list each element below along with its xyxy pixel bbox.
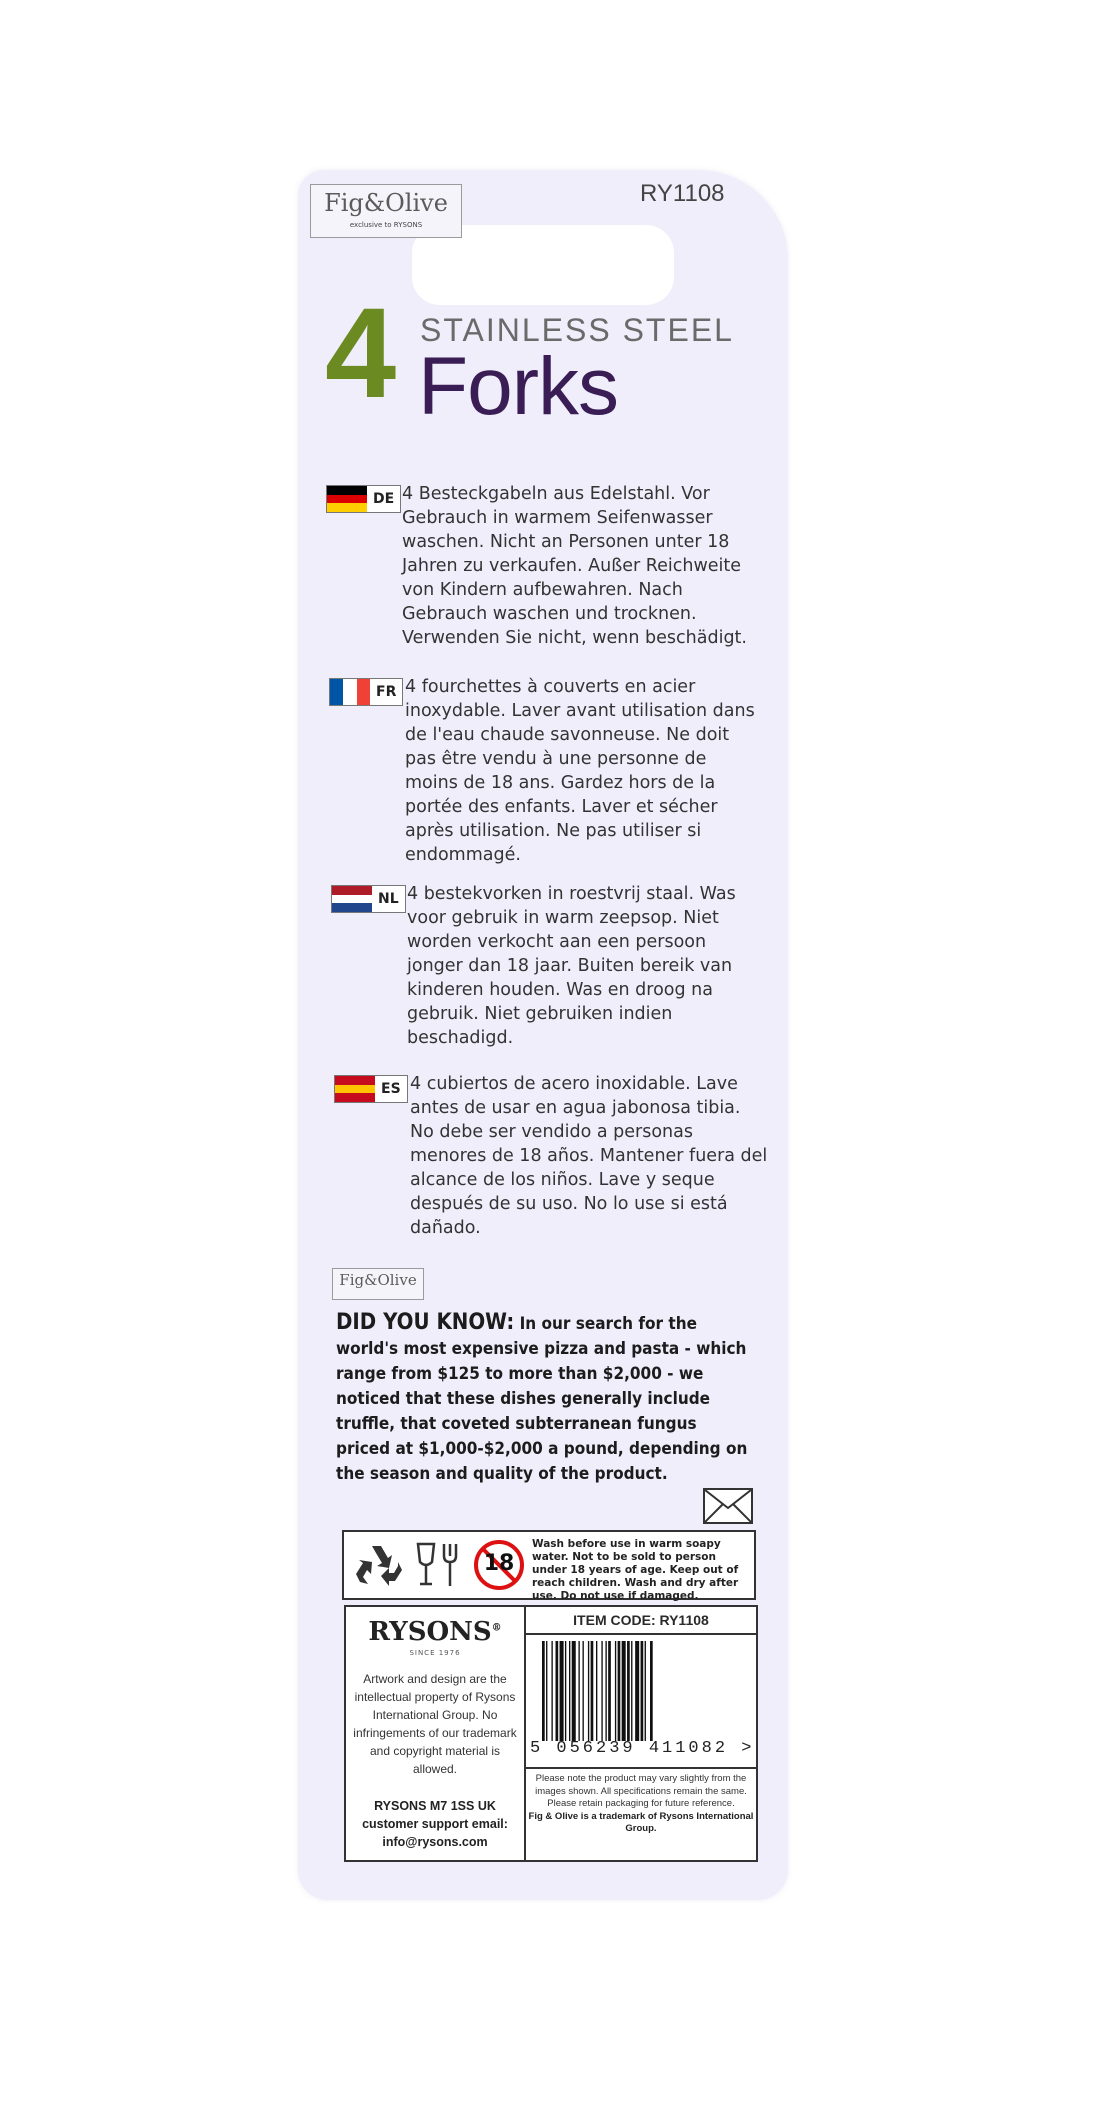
language-text: 4 fourchettes à couverts en acier inoxydable. Laver avant utilisation dans de l'eau chaude savonneuse. Ne doit pas être vendu à une personne de moins de 18 ans. Gardez hors de la portée des enfants. Laver et sécher après utilisation. Ne pas utiliser si endommagé. (405, 677, 755, 865)
language-code: FR (370, 678, 403, 706)
flag-icon-nl (331, 885, 373, 913)
barcode-bar-21 (635, 1641, 639, 1741)
barcode-bar-12 (596, 1641, 597, 1741)
packaging-notes: Please note the product may vary slightly from the images shown. All specifications remain the same. Please retain packaging for future reference. Fig & Olive is a trademark of Rysons International Group. (526, 1767, 756, 1836)
product-code: RY1108 (640, 180, 725, 207)
barcode-bar-22 (641, 1641, 644, 1741)
product-name: Forks (418, 341, 618, 432)
brand-logo: Fig&Olive exclusive to RYSONS (310, 184, 462, 238)
barcode-number: 5 056239 411082 > (530, 1739, 755, 1758)
flag-icon-fr (329, 678, 371, 706)
item-code: ITEM CODE: RY1108 (526, 1607, 756, 1635)
barcode-bar-18 (622, 1641, 626, 1741)
barcode-bar-17 (618, 1641, 621, 1741)
barcode-bar-23 (645, 1641, 646, 1741)
barcode-bar-16 (615, 1641, 616, 1741)
language-text: 4 Besteckgabeln aus Edelstahl. Vor Gebrauch in warmem Seifenwasser waschen. Nicht an Personen unter 18 Jahren zu verkaufen. Außer Reichweite von Kindern aufbewahren. Nach Gebrauch waschen und trocknen. Verwenden Sie nicht, wenn beschädigt. (402, 484, 747, 648)
food-safe-icon (414, 1540, 466, 1590)
barcode-bar-13 (601, 1641, 602, 1741)
barcode-bar-2 (551, 1641, 552, 1741)
language-code: DE (367, 485, 401, 513)
barcode-bar-14 (605, 1641, 606, 1741)
brand-logo-small: Fig&Olive (332, 1268, 424, 1300)
barcode-bar-7 (572, 1641, 576, 1741)
count-number: 4 (325, 282, 397, 425)
language-code: NL (372, 885, 406, 913)
barcode-bar-24 (650, 1641, 653, 1741)
ip-notice: Artwork and design are the intellectual property of Rysons International Group. No infringements of our trademark and copyright material is allowed. (353, 1672, 517, 1776)
flag-icon-es (334, 1075, 376, 1103)
company-address: RYSONS M7 1SS UK customer support email: info@rysons.com (362, 1799, 508, 1849)
barcode-bar-10 (588, 1641, 589, 1741)
envelope-icon (703, 1488, 753, 1524)
barcode-bar-8 (578, 1641, 579, 1741)
barcode-bar-4 (560, 1641, 564, 1741)
language-text: 4 bestekvorken in roestvrij staal. Was voor gebruik in warm zeepsop. Niet worden verkocht aan een persoon jonger dan 18 jaar. Buiten bereik van kinderen houden. Was en droog na gebruik. Niet gebruiken indien beschadigd. (407, 884, 736, 1048)
language-code: ES (375, 1075, 408, 1103)
age-restriction-icon: 18 (472, 1538, 526, 1592)
barcode-bar-9 (583, 1641, 584, 1741)
barcode-bar-6 (569, 1641, 570, 1741)
barcode-bar-1 (546, 1641, 547, 1741)
info-box (344, 1605, 758, 1862)
barcode-bar-15 (608, 1641, 611, 1741)
barcode-bar-5 (565, 1641, 566, 1741)
material-label: STAINLESS STEEL (420, 312, 734, 348)
did-you-know-heading: DID YOU KNOW: (336, 1310, 515, 1335)
barcode-bar-19 (627, 1641, 630, 1741)
did-you-know-text: In our search for the world's most expensive pizza and pasta - which range from $125 to more than $2,000 - we noticed that these dishes generally include truffle, that coveted subterranean fungus priced at $1,000-$2,000 a pound, depending on the season and quality of the product. (336, 1314, 748, 1484)
language-text: 4 cubiertos de acero inoxidable. Lave antes de usar en agua jabonosa tibia. No debe ser vendido a personas menores de 18 años. Mantener fuera del alcance de los niños. Lave y seque después de su uso. No lo use si está dañado. (410, 1074, 768, 1238)
barcode-bar-3 (556, 1641, 559, 1741)
warning-text: Wash before use in warm soapy water. Not to be sold to person under 18 years of age. Keep out of reach children. Wash and dry after use. Do not use if damaged. (532, 1538, 739, 1602)
symbols-panel (342, 1530, 756, 1600)
company-logo: RYSONS® (368, 1617, 502, 1647)
since-label: SINCE 1976 (409, 1649, 461, 1657)
barcode-bar-0 (542, 1641, 545, 1741)
company-column (346, 1607, 526, 1860)
barcode-bar-11 (591, 1641, 594, 1741)
barcode (540, 1641, 740, 1741)
trademark-note: Fig & Olive is a trademark of Rysons International Group. (528, 1810, 754, 1834)
did-you-know (336, 1310, 756, 1487)
flag-icon-de (326, 485, 368, 513)
barcode-bar-20 (631, 1641, 632, 1741)
recycle-icon (354, 1542, 404, 1588)
